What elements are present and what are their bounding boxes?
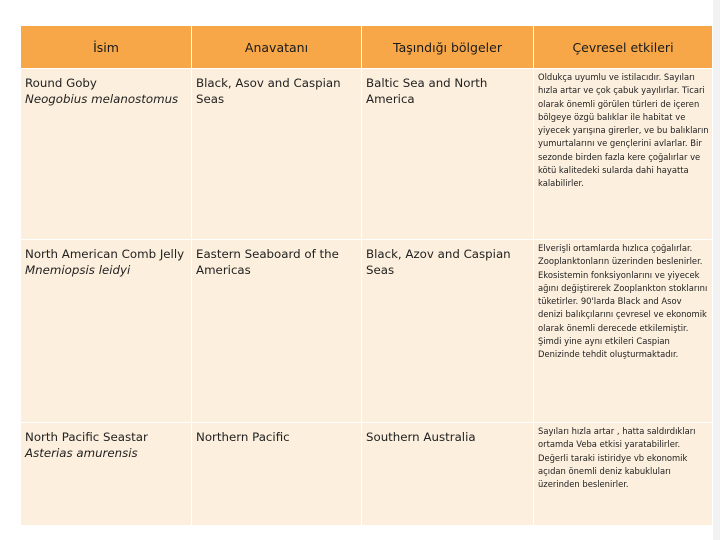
common-name: Round Goby bbox=[25, 76, 97, 90]
introduced-to-cell: Southern Australia bbox=[362, 423, 534, 526]
slide-edge-accent bbox=[713, 0, 720, 540]
name-cell bbox=[21, 240, 192, 423]
invasive-species-table bbox=[20, 26, 713, 526]
scientific-name: Asterias amurensis bbox=[25, 446, 138, 460]
scientific-name: Mnemiopsis leidyi bbox=[25, 263, 131, 277]
native-range-cell: Northern Pacific bbox=[192, 423, 362, 526]
header-name: İsim bbox=[21, 26, 192, 69]
introduced-to-cell: Baltic Sea and North America bbox=[362, 69, 534, 240]
scientific-name: Neogobius melanostomus bbox=[25, 92, 179, 106]
table-row bbox=[21, 240, 713, 423]
header-native-range: Anavatanı bbox=[192, 26, 362, 69]
table-row bbox=[21, 423, 713, 526]
effects-cell: Sayıları hızla artar , hatta saldırdıkları ortamda Veba etkisi yaratabilirler. Değerli taraki istiridye vb ekonomik açıdan önemli deniz kabukluları üzerinden beslenirler. bbox=[534, 423, 713, 526]
effects-cell: Elverişli ortamlarda hızlıca çoğalırlar. Zooplanktonların üzerinden beslenirler. Ekosistemin fonksiyonlarını ve yiyecek ağını değiştirerek Zooplankton stoklarını tüketirler. 90'larda Black and Asov denizi balıkçılarını çevresel ve ekonomik olarak önemli derecede etkilemiştir. Şimdi yine aynı etkileri Caspian Denizinde tehdit oluşturmaktadır. bbox=[534, 240, 713, 423]
introduced-to-cell: Black, Azov and Caspian Seas bbox=[362, 240, 534, 423]
name-cell bbox=[21, 69, 192, 240]
header-row bbox=[21, 26, 713, 69]
native-range-cell: Black, Asov and Caspian Seas bbox=[192, 69, 362, 240]
header-introduced-to: Taşındığı bölgeler bbox=[362, 26, 534, 69]
table-row bbox=[21, 69, 713, 240]
native-range-cell: Eastern Seaboard of the Americas bbox=[192, 240, 362, 423]
common-name: North Pacific Seastar bbox=[25, 430, 148, 444]
effects-cell: Oldukça uyumlu ve istilacıdır. Sayıları hızla artar ve çok çabuk yayılırlar. Ticari olarak önemli görülen türleri de içeren bölgeye özgü balıklar ile habitat ve yiyecek yarışına girerler, ve bu balıkların yumurtalarını ve gençlerini avlarlar. Bir sezonde birden fazla kere çoğalırlar ve kötü kalitedeki sularda dahi hayatta kalabilirler. bbox=[534, 69, 713, 240]
common-name: North American Comb Jelly bbox=[25, 247, 185, 261]
header-effects: Çevresel etkileri bbox=[534, 26, 713, 69]
name-cell bbox=[21, 423, 192, 526]
